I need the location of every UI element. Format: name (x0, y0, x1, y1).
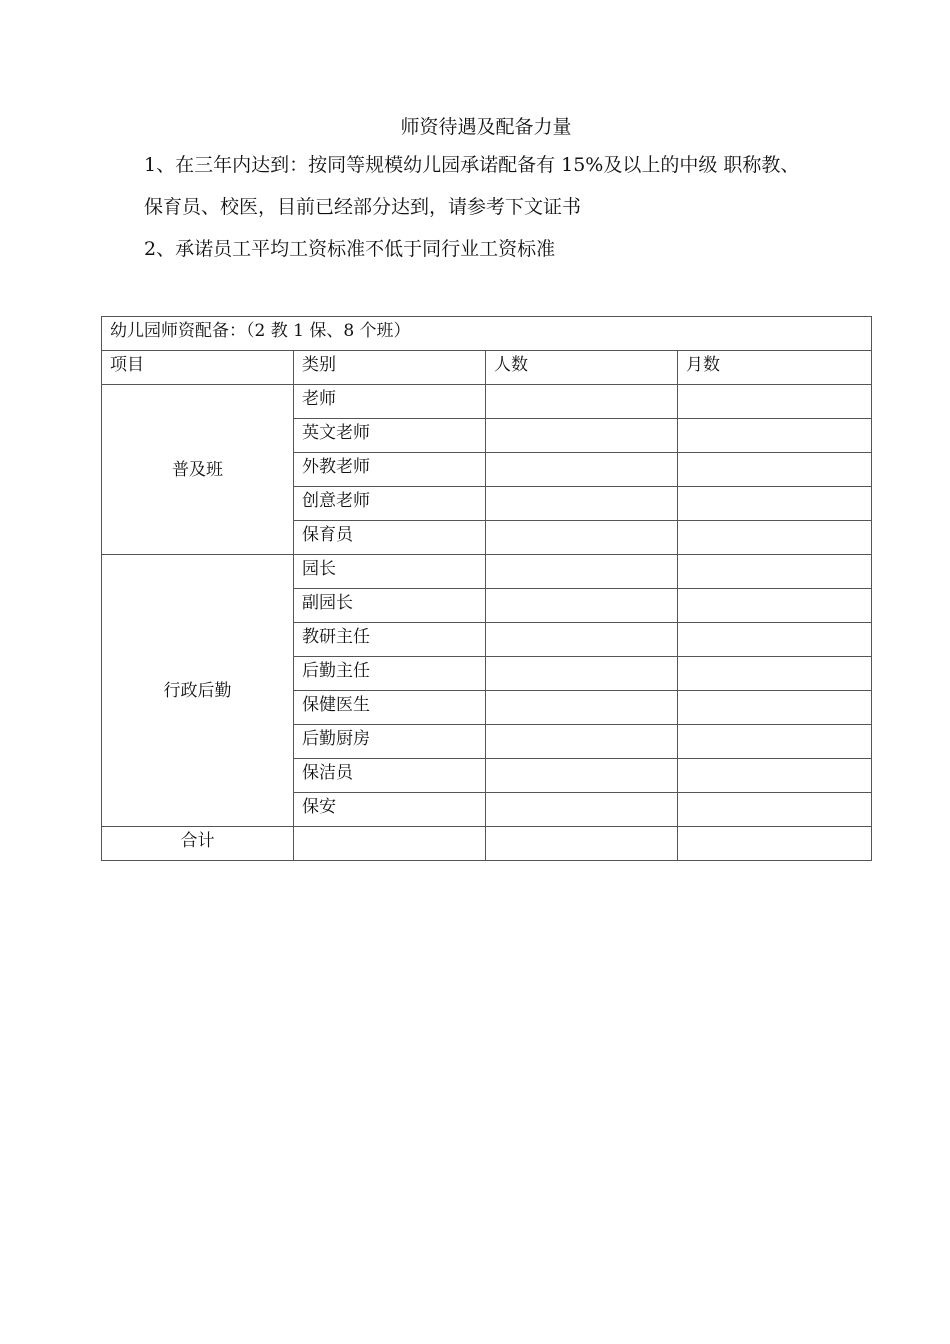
table-header-row (102, 351, 872, 385)
months-cell (678, 453, 872, 487)
category-cell: 教研主任 (294, 623, 486, 657)
headcount-cell (486, 385, 678, 419)
headcount-cell (486, 487, 678, 521)
months-cell (678, 759, 872, 793)
header-item: 项目 (102, 351, 294, 385)
document-title: 师资待遇及配备力量 (400, 116, 572, 138)
category-cell: 园长 (294, 555, 486, 589)
paragraph-commitment-line-2: 保育员、校医，目前已经部分达到，请参考下文证书 (144, 196, 582, 218)
months-cell (678, 419, 872, 453)
headcount-cell (486, 555, 678, 589)
table-row (102, 555, 872, 589)
header-headcount: 人数 (486, 351, 678, 385)
months-cell (678, 725, 872, 759)
group-label-regular-class: 普及班 (102, 385, 294, 555)
staffing-table (101, 316, 872, 861)
category-cell: 副园长 (294, 589, 486, 623)
headcount-cell (486, 521, 678, 555)
months-cell (678, 385, 872, 419)
headcount-cell (486, 725, 678, 759)
table-caption: 幼儿园师资配备：（2 教 1 保、8 个班） (102, 317, 872, 351)
category-cell: 保健医生 (294, 691, 486, 725)
months-cell (678, 691, 872, 725)
months-cell (678, 521, 872, 555)
headcount-cell (486, 589, 678, 623)
category-cell: 后勤厨房 (294, 725, 486, 759)
headcount-cell (486, 691, 678, 725)
total-headcount-cell (486, 827, 678, 861)
paragraph-commitment-line-1: 1、在三年内达到：按同等规模幼儿园承诺配备有 15%及以上的中级 职称教、 (144, 154, 800, 176)
total-months-cell (678, 827, 872, 861)
header-category: 类别 (294, 351, 486, 385)
group-label-admin-logistics: 行政后勤 (102, 555, 294, 827)
headcount-cell (486, 419, 678, 453)
headcount-cell (486, 657, 678, 691)
table-row (102, 385, 872, 419)
category-cell: 外教老师 (294, 453, 486, 487)
months-cell (678, 487, 872, 521)
headcount-cell (486, 759, 678, 793)
category-cell: 保育员 (294, 521, 486, 555)
total-label: 合计 (102, 827, 294, 861)
table-caption-row (102, 317, 872, 351)
category-cell: 保洁员 (294, 759, 486, 793)
headcount-cell (486, 793, 678, 827)
months-cell (678, 793, 872, 827)
headcount-cell (486, 623, 678, 657)
header-months: 月数 (678, 351, 872, 385)
months-cell (678, 657, 872, 691)
headcount-cell (486, 453, 678, 487)
category-cell: 保安 (294, 793, 486, 827)
months-cell (678, 589, 872, 623)
total-category-cell (294, 827, 486, 861)
category-cell: 后勤主任 (294, 657, 486, 691)
months-cell (678, 555, 872, 589)
category-cell: 创意老师 (294, 487, 486, 521)
table-total-row (102, 827, 872, 861)
months-cell (678, 623, 872, 657)
category-cell: 老师 (294, 385, 486, 419)
category-cell: 英文老师 (294, 419, 486, 453)
paragraph-salary-commitment: 2、承诺员工平均工资标准不低于同行业工资标准 (144, 238, 556, 260)
